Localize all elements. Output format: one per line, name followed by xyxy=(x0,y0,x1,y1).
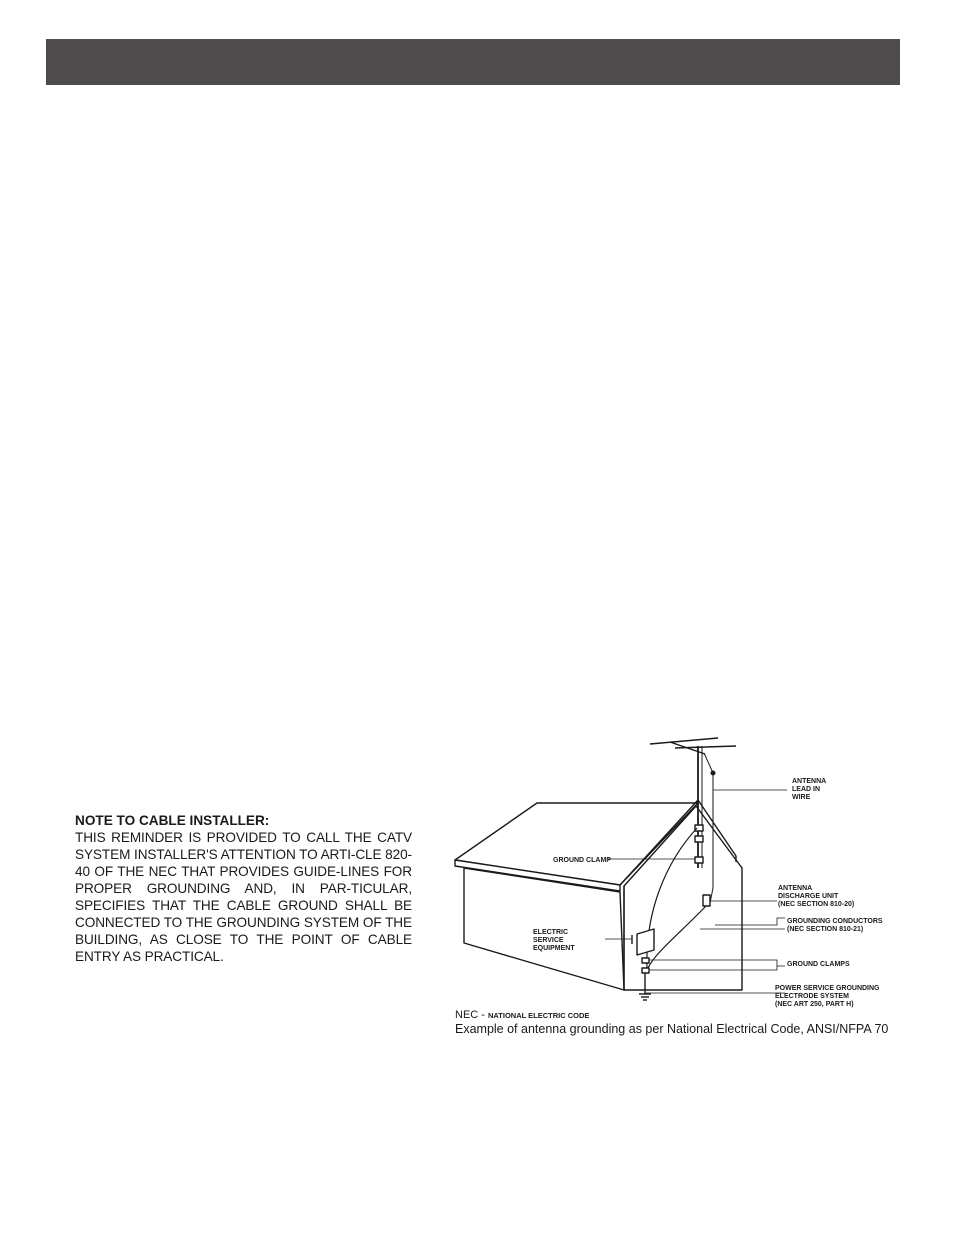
note-body: THIS REMINDER IS PROVIDED TO CALL THE CATV SYSTEM INSTALLER'S ATTENTION TO ARTI-CLE 820-40 OF THE NEC THAT PROVIDES GUIDE-LINES FOR PROPER GROUNDING AND, IN PAR-TICULAR, SPECIFIES THAT THE CABLE GROUND SHALL BE CONNECTED TO THE GROUNDING SYSTEM OF THE BUILDING, AS CLOSE TO THE POINT OF CABLE ENTRY AS PRACTICAL. xyxy=(75,830,412,964)
label-electric-2: SERVICE xyxy=(533,937,564,944)
label-electric-1: ELECTRIC xyxy=(533,929,568,936)
label-power-2: ELECTRODE SYSTEM xyxy=(775,993,849,1000)
label-ground-clamps: GROUND CLAMPS xyxy=(787,961,850,968)
note-title: NOTE TO CABLE INSTALLER: xyxy=(75,813,270,828)
label-electric-3: EQUIPMENT xyxy=(533,945,575,952)
label-antenna-lead-3: WIRE xyxy=(792,794,811,801)
antenna-grounding-diagram xyxy=(440,728,910,1013)
label-power-1: POWER SERVICE GROUNDING xyxy=(775,985,880,992)
nec-prefix: NEC - xyxy=(455,1009,488,1021)
nec-full: NATIONAL ELECTRIC CODE xyxy=(488,1011,590,1020)
label-power-3: (NEC ART 250, PART H) xyxy=(775,1001,854,1008)
example-caption: Example of antenna grounding as per National Electrical Code, ANSI/NFPA 70 xyxy=(455,1022,889,1036)
label-conductors-2: (NEC SECTION 810-21) xyxy=(787,926,864,933)
label-discharge-3: (NEC SECTION 810-20) xyxy=(778,901,855,908)
label-ground-clamp: GROUND CLAMP xyxy=(553,857,611,864)
label-antenna-lead-1: ANTENNA xyxy=(792,778,827,785)
label-antenna-lead-2: LEAD IN xyxy=(792,786,820,793)
header-bar xyxy=(46,39,900,85)
label-discharge-2: DISCHARGE UNIT xyxy=(778,893,839,900)
label-discharge-1: ANTENNA xyxy=(778,885,813,892)
label-conductors-1: GROUNDING CONDUCTORS xyxy=(787,918,883,925)
cable-installer-note xyxy=(75,812,412,965)
house-illustration xyxy=(455,738,742,1000)
nec-caption xyxy=(455,1009,589,1022)
